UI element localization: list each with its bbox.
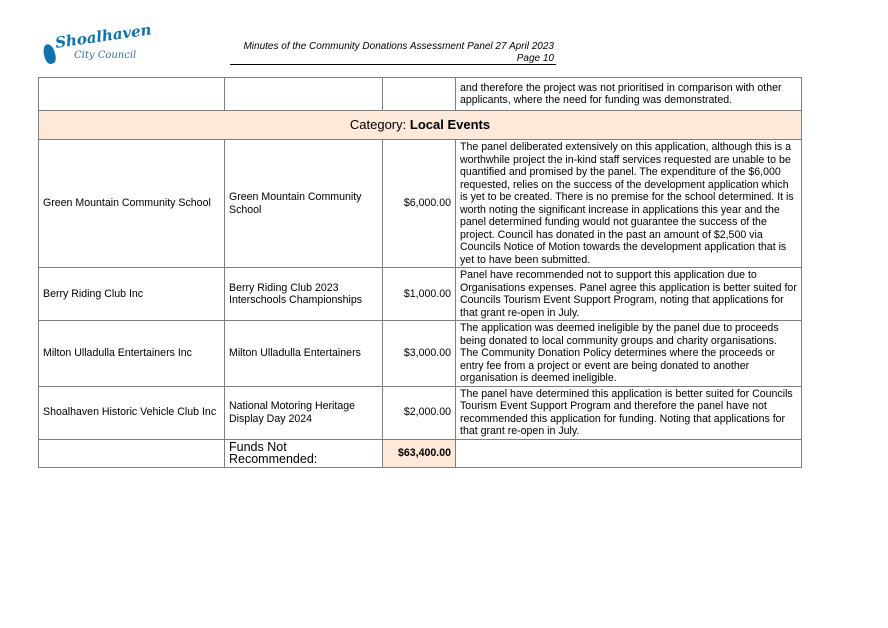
amount-cell [383, 78, 456, 111]
comment-cell: Panel have recommended not to support this application due to Organisations expenses. Panel agree this application is better suited for Councils Tourism Event Support Program, noting that applications for that grant re-open in July. [456, 268, 802, 321]
project-cell [225, 78, 383, 111]
header-divider [230, 64, 556, 65]
total-spacer [39, 439, 225, 467]
total-value: $63,400.00 [383, 439, 456, 467]
total-row [39, 439, 802, 467]
category-row [39, 111, 802, 140]
page-number: Page 10 [516, 53, 554, 64]
table-row [39, 140, 802, 268]
comment-cell: The panel have determined this application is better suited for Councils Tourism Event Support Program and therefore the panel have not recommended this application for funding. Noting that applications for that grant re-open in July. [456, 386, 802, 439]
comment-cell: and therefore the project was not prioritised in comparison with other applicants, where the need for funding was demonstrated. [456, 78, 802, 111]
page-title: Minutes of the Community Donations Assessment Panel 27 April 2023 [243, 41, 554, 52]
donations-table [38, 77, 802, 468]
comment-cell: The panel deliberated extensively on this application, although this is a worthwhile project the in-kind staff services requested are unable to be quantified and promised by the panel. The expenditure of the $6,000 requested, relies on the success of the development application which is yet to be created. There is no premise for the school determined. It is worth noting the significant increase in applications this year and the panel determined funding would not guarantee the success of the project. Council has donated in the past an amount of $2,500 via Councils Notice of Motion towards the development application that is yet to have been submitted. [456, 140, 802, 268]
project-cell: Milton Ulladulla Entertainers [225, 321, 383, 387]
amount-cell: $1,000.00 [383, 268, 456, 321]
applicant-cell [39, 78, 225, 111]
project-cell: Berry Riding Club 2023 Interschools Championships [225, 268, 383, 321]
project-cell: Green Mountain Community School [225, 140, 383, 268]
applicant-cell: Green Mountain Community School [39, 140, 225, 268]
council-logo [44, 20, 153, 68]
table-row [39, 78, 802, 111]
amount-cell: $2,000.00 [383, 386, 456, 439]
table-row [39, 268, 802, 321]
comment-cell: The application was deemed ineligible by the panel due to proceeds being donated to local community groups and charity organisations. The Community Donation Policy determines where the proceeds or entry fee from a project or event are being donated to another organisation is deemed ineligible. [456, 321, 802, 387]
category-prefix: Category: [349, 116, 407, 132]
logo-main-text: Shoalhaven [54, 20, 153, 52]
project-cell: National Motoring Heritage Display Day 2024 [225, 386, 383, 439]
applicant-cell: Shoalhaven Historic Vehicle Club Inc [39, 386, 225, 439]
category-name: Local Events [409, 116, 491, 132]
amount-cell: $6,000.00 [383, 140, 456, 268]
total-label: Funds Not Recommended: [225, 439, 383, 467]
page-header [243, 41, 554, 65]
total-comment-cell [456, 439, 802, 467]
table-row [39, 321, 802, 387]
applicant-cell: Berry Riding Club Inc [39, 268, 225, 321]
logo-sub-text: City Council [74, 50, 137, 61]
category-heading [39, 111, 802, 140]
applicant-cell: Milton Ulladulla Entertainers Inc [39, 321, 225, 387]
table-row [39, 386, 802, 439]
amount-cell: $3,000.00 [383, 321, 456, 387]
